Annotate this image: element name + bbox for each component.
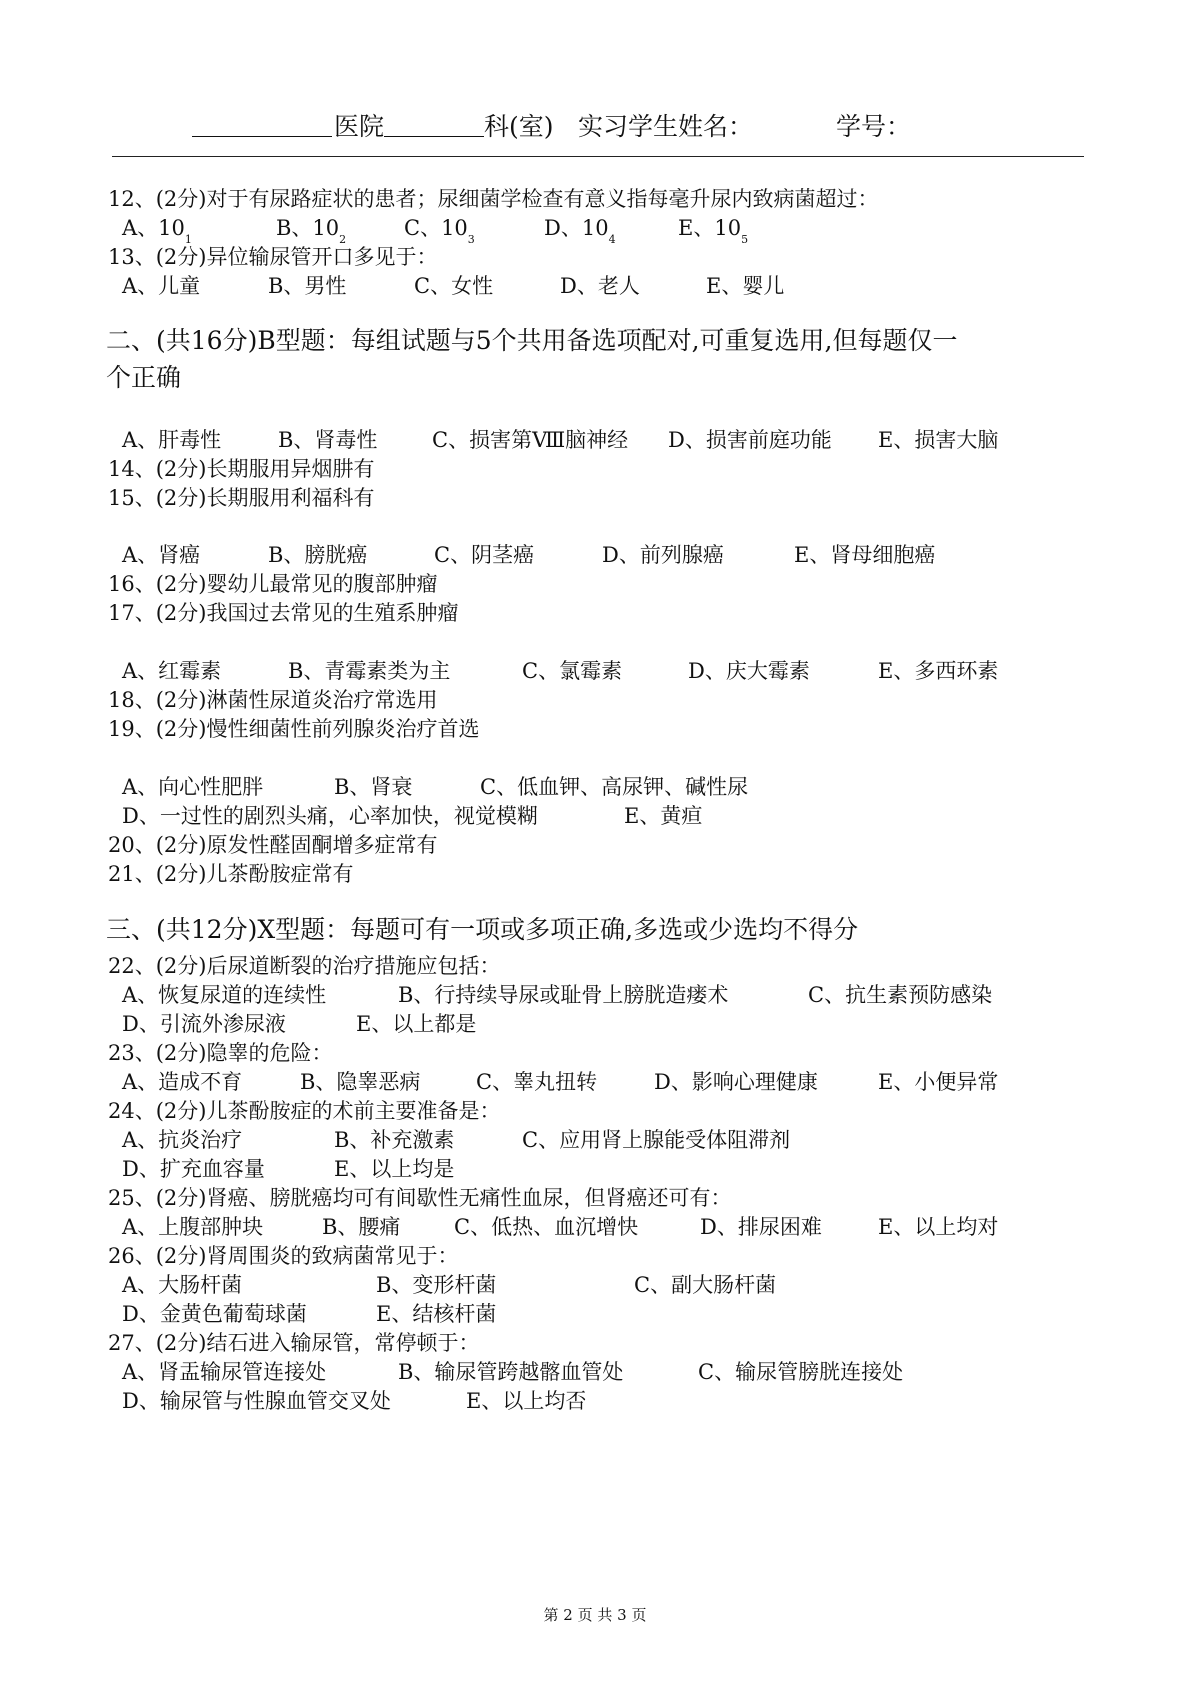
- option-c[interactable]: C、睾丸扭转: [476, 1070, 598, 1094]
- option-a[interactable]: A、恢复尿道的连续性: [122, 983, 327, 1007]
- option-b[interactable]: B、男性: [268, 274, 347, 298]
- question-15: 15、(2分)长期服用利福科有: [108, 486, 375, 510]
- option-b[interactable]: B、补充激素: [334, 1128, 455, 1152]
- option-a[interactable]: A、$10_1$: [122, 216, 192, 246]
- question-25-options: [108, 1212, 1008, 1244]
- option-a[interactable]: A、儿童: [122, 274, 201, 298]
- group-1-options: [108, 425, 1008, 457]
- question-12: 12、(2分)对于有尿路症状的患者；尿细菌学检查有意义指每毫升尿内致病菌超过：: [108, 187, 879, 211]
- question-24: 24、(2分)儿茶酚胺症的术前主要准备是：: [108, 1099, 501, 1123]
- question-21: 21、(2分)儿茶酚胺症常有: [108, 862, 354, 886]
- option-c[interactable]: C、$10_3$: [404, 216, 475, 246]
- option-d[interactable]: D、排尿困难: [700, 1215, 822, 1239]
- question-23: 23、(2分)隐睾的危险：: [108, 1041, 333, 1065]
- question-27-options-row2: [108, 1386, 1008, 1418]
- option-e[interactable]: E、以上都是: [356, 1012, 477, 1036]
- question-13: 13、(2分)异位输尿管开口多见于：: [108, 245, 438, 269]
- option-d[interactable]: D、一过性的剧烈头痛，心率加快，视觉模糊: [122, 804, 538, 828]
- option-d[interactable]: D、扩充血容量: [122, 1157, 265, 1181]
- question-26-options-row1: [108, 1270, 1008, 1302]
- option-c[interactable]: C、阴茎癌: [434, 543, 535, 567]
- option-d[interactable]: D、影响心理健康: [654, 1070, 818, 1094]
- option-b[interactable]: B、膀胱癌: [268, 543, 368, 567]
- option-a[interactable]: A、肝毒性: [122, 428, 222, 452]
- page-number: 第 2 页 共 3 页: [543, 1606, 647, 1624]
- option-c[interactable]: C、女性: [414, 274, 494, 298]
- question-23-options: [108, 1067, 1008, 1099]
- option-a[interactable]: A、大肠杆菌: [122, 1273, 243, 1297]
- question-27: 27、(2分)结石进入输尿管，常停顿于：: [108, 1331, 480, 1355]
- option-c[interactable]: C、输尿管膀胱连接处: [698, 1360, 904, 1384]
- dept-label: 科(室): [484, 112, 554, 141]
- question-24-options-row2: [108, 1154, 1008, 1186]
- hospital-blank[interactable]: [192, 110, 332, 146]
- option-a[interactable]: A、向心性肥胖: [122, 775, 264, 799]
- option-e[interactable]: E、婴儿: [706, 274, 785, 298]
- question-18: 18、(2分)淋菌性尿道炎治疗常选用: [108, 688, 438, 712]
- option-e[interactable]: E、肾母细胞癌: [794, 543, 936, 567]
- option-a[interactable]: A、红霉素: [122, 659, 222, 683]
- group-3-options: [108, 656, 1008, 688]
- option-b[interactable]: B、腰痛: [322, 1215, 401, 1239]
- option-b[interactable]: B、肾毒性: [278, 428, 378, 452]
- option-d[interactable]: D、前列腺癌: [602, 543, 724, 567]
- option-a[interactable]: A、肾癌: [122, 543, 201, 567]
- option-e[interactable]: E、多西环素: [878, 659, 999, 683]
- question-14: 14、(2分)长期服用异烟肼有: [108, 457, 375, 481]
- option-e[interactable]: E、小便异常: [878, 1070, 999, 1094]
- question-26-options-row2: [108, 1299, 1008, 1331]
- group-4-options-row1: [108, 772, 1008, 804]
- option-e[interactable]: E、黄疸: [624, 804, 703, 828]
- option-c[interactable]: C、应用肾上腺能受体阻滞剂: [522, 1128, 791, 1152]
- question-20: 20、(2分)原发性醛固酮增多症常有: [108, 833, 438, 857]
- option-d[interactable]: D、损害前庭功能: [668, 428, 832, 452]
- option-b[interactable]: B、$10_2$: [276, 216, 347, 246]
- option-e[interactable]: E、损害大脑: [878, 428, 999, 452]
- option-e[interactable]: E、以上均对: [878, 1215, 999, 1239]
- option-c[interactable]: C、损害第Ⅷ脑神经: [432, 428, 629, 452]
- option-d[interactable]: D、引流外渗尿液: [122, 1012, 286, 1036]
- question-13-options: [108, 271, 1008, 303]
- option-b[interactable]: B、隐睾恶病: [300, 1070, 421, 1094]
- page-header: [112, 106, 1084, 157]
- question-22-options-row2: [108, 1009, 1008, 1041]
- option-c[interactable]: C、氯霉素: [522, 659, 623, 683]
- option-c[interactable]: C、低热、血沉增快: [454, 1215, 639, 1239]
- option-b[interactable]: B、行持续导尿或耻骨上膀胱造瘘术: [398, 983, 729, 1007]
- option-c[interactable]: C、抗生素预防感染: [808, 983, 993, 1007]
- option-a[interactable]: A、抗炎治疗: [122, 1128, 243, 1152]
- option-a[interactable]: A、肾盂输尿管连接处: [122, 1360, 327, 1384]
- dept-blank[interactable]: [384, 110, 484, 146]
- section-2-heading-line1: 二、(共16分)B型题：每组试题与5个共用备选项配对,可重复选用,但每题仅一: [106, 326, 958, 355]
- question-12-options: [108, 213, 1008, 245]
- option-a[interactable]: A、上腹部肿块: [122, 1215, 264, 1239]
- question-16: 16、(2分)婴幼儿最常见的腹部肿瘤: [108, 572, 438, 596]
- section-3-heading: 三、(共12分)X型题：每题可有一项或多项正确,多选或少选均不得分: [106, 915, 859, 944]
- option-c[interactable]: C、副大肠杆菌: [634, 1273, 777, 1297]
- option-d[interactable]: D、金黄色葡萄球菌: [122, 1302, 307, 1326]
- option-b[interactable]: B、青霉素类为主: [288, 659, 451, 683]
- question-17: 17、(2分)我国过去常见的生殖系肿瘤: [108, 601, 459, 625]
- option-e[interactable]: E、以上均否: [466, 1389, 587, 1413]
- question-22: 22、(2分)后尿道断裂的治疗措施应包括：: [108, 954, 501, 978]
- option-b[interactable]: B、肾衰: [334, 775, 413, 799]
- section-2-heading-line2: 个正确: [106, 363, 182, 392]
- question-26: 26、(2分)肾周围炎的致病菌常见于：: [108, 1244, 459, 1268]
- student-id-label: 学号：: [836, 112, 912, 141]
- hospital-label: 医院: [334, 112, 385, 141]
- option-d[interactable]: D、老人: [560, 274, 640, 298]
- question-24-options-row1: [108, 1125, 1008, 1157]
- question-25: 25、(2分)肾癌、膀胱癌均可有间歇性无痛性血尿，但肾癌还可有：: [108, 1186, 732, 1210]
- option-b[interactable]: B、输尿管跨越髂血管处: [398, 1360, 624, 1384]
- question-19: 19、(2分)慢性细菌性前列腺炎治疗首选: [108, 717, 480, 741]
- option-a[interactable]: A、造成不育: [122, 1070, 243, 1094]
- option-d[interactable]: D、输尿管与性腺血管交叉处: [122, 1389, 391, 1413]
- group-4-options-row2: [108, 801, 1008, 833]
- question-22-options-row1: [108, 980, 1008, 1012]
- option-b[interactable]: B、变形杆菌: [376, 1273, 497, 1297]
- option-e[interactable]: E、以上均是: [334, 1157, 455, 1181]
- group-2-options: [108, 540, 1008, 572]
- question-27-options-row1: [108, 1357, 1008, 1389]
- option-d[interactable]: D、庆大霉素: [688, 659, 810, 683]
- option-d[interactable]: D、$10_4$: [544, 216, 616, 246]
- option-e[interactable]: E、结核杆菌: [376, 1302, 497, 1326]
- option-e[interactable]: E、$10_5$: [678, 216, 749, 246]
- option-c[interactable]: C、低血钾、高尿钾、碱性尿: [480, 775, 749, 799]
- student-name-label: 实习学生姓名：: [578, 112, 754, 141]
